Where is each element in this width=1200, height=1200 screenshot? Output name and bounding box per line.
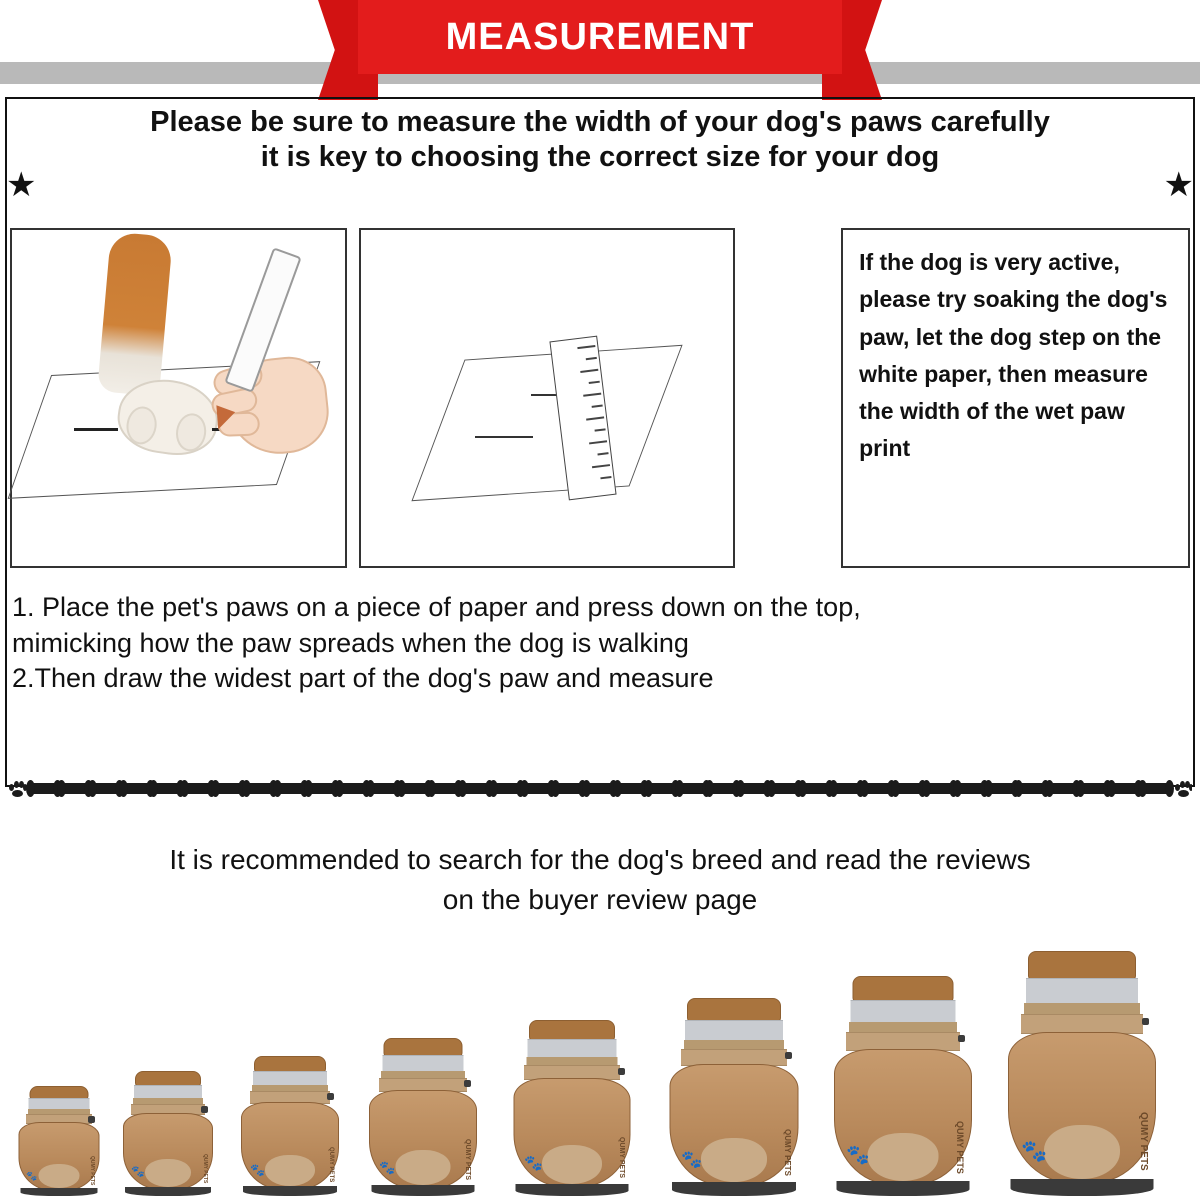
bone-icon <box>927 783 953 794</box>
paw-logo-icon: 🐾 <box>1021 1140 1048 1163</box>
boot-stripe <box>381 1071 465 1078</box>
boot-buckle <box>88 1116 95 1123</box>
boot-buckle <box>327 1093 334 1100</box>
bone-icon <box>154 783 180 794</box>
bone-icon <box>1081 783 1107 794</box>
paw-logo-icon: 🐾 <box>131 1166 145 1178</box>
bone-icon <box>989 783 1015 794</box>
bone-icon <box>649 783 675 794</box>
boot-stripe <box>849 1022 957 1032</box>
bone-icon <box>494 783 520 794</box>
boot-toe <box>1044 1125 1120 1179</box>
ribbon <box>318 0 882 100</box>
boot-buckle <box>464 1080 471 1087</box>
recommendation-line-2: on the buyer review page <box>442 883 758 915</box>
boot-brand-label: QUMY PETS <box>89 1155 95 1185</box>
recommendation-line-1: It is recommended to search for the dog's breed and read the reviews <box>169 844 1031 875</box>
bone-icon <box>124 783 150 794</box>
bone-icon <box>216 783 242 794</box>
boot-sole <box>372 1185 475 1196</box>
boot-brand-label: QUMY PETS <box>464 1138 471 1180</box>
measure-mark-left-icon <box>74 428 118 431</box>
boot-buckle <box>201 1106 208 1113</box>
bone-icon <box>741 783 767 794</box>
bone-icon <box>247 783 273 794</box>
paw-logo-icon: 🐾 <box>681 1150 703 1169</box>
boot-brand-label: QUMY PETS <box>1138 1112 1149 1171</box>
step-1-line-1: 1. Place the pet's paws on a piece of paper and press down on the top, <box>12 592 861 622</box>
bone-icon <box>556 783 582 794</box>
bone-icon <box>93 783 119 794</box>
bone-icon <box>958 783 984 794</box>
boot-buckle <box>1142 1018 1149 1025</box>
reflective-strip <box>851 1000 956 1024</box>
reflective-strip <box>1026 978 1138 1005</box>
step-2: 2.Then draw the widest part of the dog's paw and measure <box>12 663 714 694</box>
boot-cuff <box>529 1020 615 1041</box>
headline-line-2: it is key to choosing the correct size for your dog <box>260 141 940 174</box>
bone-icon <box>309 783 335 794</box>
boot-buckle <box>618 1068 625 1075</box>
bone-icon <box>432 783 458 794</box>
boot-size-4[interactable] <box>368 1038 478 1196</box>
star-left-icon: ★ <box>6 166 37 204</box>
step-1-line-2: mimicking how the paw spreads when the dog is walking <box>12 627 689 658</box>
boot-sole <box>125 1187 211 1196</box>
bone-icon <box>1143 783 1169 794</box>
paw-print-icon <box>1174 780 1192 796</box>
boot-sole <box>21 1188 98 1196</box>
paw-print-icon <box>8 780 26 796</box>
boot-stripe <box>684 1040 784 1049</box>
drawn-line-icon <box>475 436 533 438</box>
boot-sole <box>672 1182 796 1196</box>
boot-toe <box>396 1150 451 1185</box>
illustration-panels <box>10 228 1190 568</box>
bone-icon <box>1112 783 1138 794</box>
boot-sole <box>837 1181 970 1196</box>
bone-icon <box>803 783 829 794</box>
recommendation-text <box>0 840 1200 920</box>
panel-ruler-measure <box>359 228 735 568</box>
paw-logo-icon: 🐾 <box>250 1163 265 1177</box>
bone-icon <box>710 783 736 794</box>
boot-toe <box>39 1164 80 1188</box>
boot-sole <box>516 1184 629 1196</box>
bone-icon <box>865 783 891 794</box>
boot-sole <box>1011 1179 1154 1196</box>
ribbon-center <box>358 0 842 74</box>
bone-icon <box>834 783 860 794</box>
boot-buckle <box>958 1035 965 1042</box>
bone-divider <box>8 776 1192 800</box>
boot-buckle <box>785 1052 792 1059</box>
paw-logo-icon: 🐾 <box>26 1171 38 1181</box>
active-dog-tip-text: If the dog is very active, please try soaking the dog's paw, let the dog step on the white paper, then measure the width of the wet paw print <box>859 249 1168 462</box>
bone-icon <box>680 783 706 794</box>
boot-size-5[interactable] <box>512 1020 632 1196</box>
boot-cuff <box>687 998 781 1022</box>
boot-stripe <box>527 1057 618 1065</box>
headline-line-1: Please be sure to measure the width of your dog's paws carefully <box>150 106 1050 138</box>
boot-brand-label: QUMY PETS <box>783 1129 792 1176</box>
bone-icon <box>62 783 88 794</box>
bone-icon <box>896 783 922 794</box>
bone-icon <box>1019 783 1045 794</box>
measurement-steps <box>12 590 1192 697</box>
bone-icon <box>31 783 57 794</box>
reflective-strip <box>528 1039 617 1059</box>
boot-size-lineup <box>0 910 1200 1200</box>
boot-size-7[interactable] <box>832 976 974 1196</box>
boot-cuff <box>1028 951 1136 980</box>
boot-toe <box>145 1159 191 1187</box>
panel-active-dog-tip <box>841 228 1190 568</box>
boot-stripe <box>1024 1003 1140 1014</box>
boot-size-1[interactable] <box>18 1086 100 1196</box>
paw-logo-icon: 🐾 <box>846 1145 870 1166</box>
boot-brand-label: QUMY PETS <box>955 1121 965 1174</box>
boot-toe <box>868 1133 939 1181</box>
boot-strap-band <box>1021 1014 1143 1034</box>
paw-logo-icon: 🐾 <box>524 1155 543 1172</box>
boot-size-6[interactable] <box>668 998 800 1196</box>
bone-icon <box>402 783 428 794</box>
paper-sheet-icon <box>411 345 682 501</box>
bone-icon <box>525 783 551 794</box>
reflective-strip <box>685 1020 783 1042</box>
bone-icon <box>587 783 613 794</box>
bone-icon <box>278 783 304 794</box>
bone-icon <box>618 783 644 794</box>
boot-size-3[interactable] <box>240 1056 340 1196</box>
bone-icon <box>1050 783 1076 794</box>
boot-size-8[interactable] <box>1006 951 1158 1196</box>
boot-toe <box>701 1138 767 1182</box>
bone-icon <box>463 783 489 794</box>
boot-brand-label: QUMY PETS <box>202 1153 208 1183</box>
boot-brand-label: QUMY PETS <box>618 1136 625 1178</box>
boot-sole <box>243 1186 337 1196</box>
paw-logo-icon: 🐾 <box>379 1160 396 1175</box>
boot-brand-label: QUMY PETS <box>328 1146 334 1182</box>
boot-size-2[interactable] <box>122 1071 214 1196</box>
bone-icon <box>340 783 366 794</box>
banner-title: MEASUREMENT <box>445 15 755 58</box>
boot-toe <box>542 1145 602 1184</box>
boot-cuff <box>853 976 954 1002</box>
star-right-icon: ★ <box>1163 166 1194 204</box>
bone-icon <box>371 783 397 794</box>
bone-icon <box>185 783 211 794</box>
boot-toe <box>265 1155 315 1186</box>
bone-icon <box>772 783 798 794</box>
measurement-banner <box>0 0 1200 100</box>
headline <box>0 105 1200 176</box>
panel-paw-tracing <box>10 228 347 568</box>
